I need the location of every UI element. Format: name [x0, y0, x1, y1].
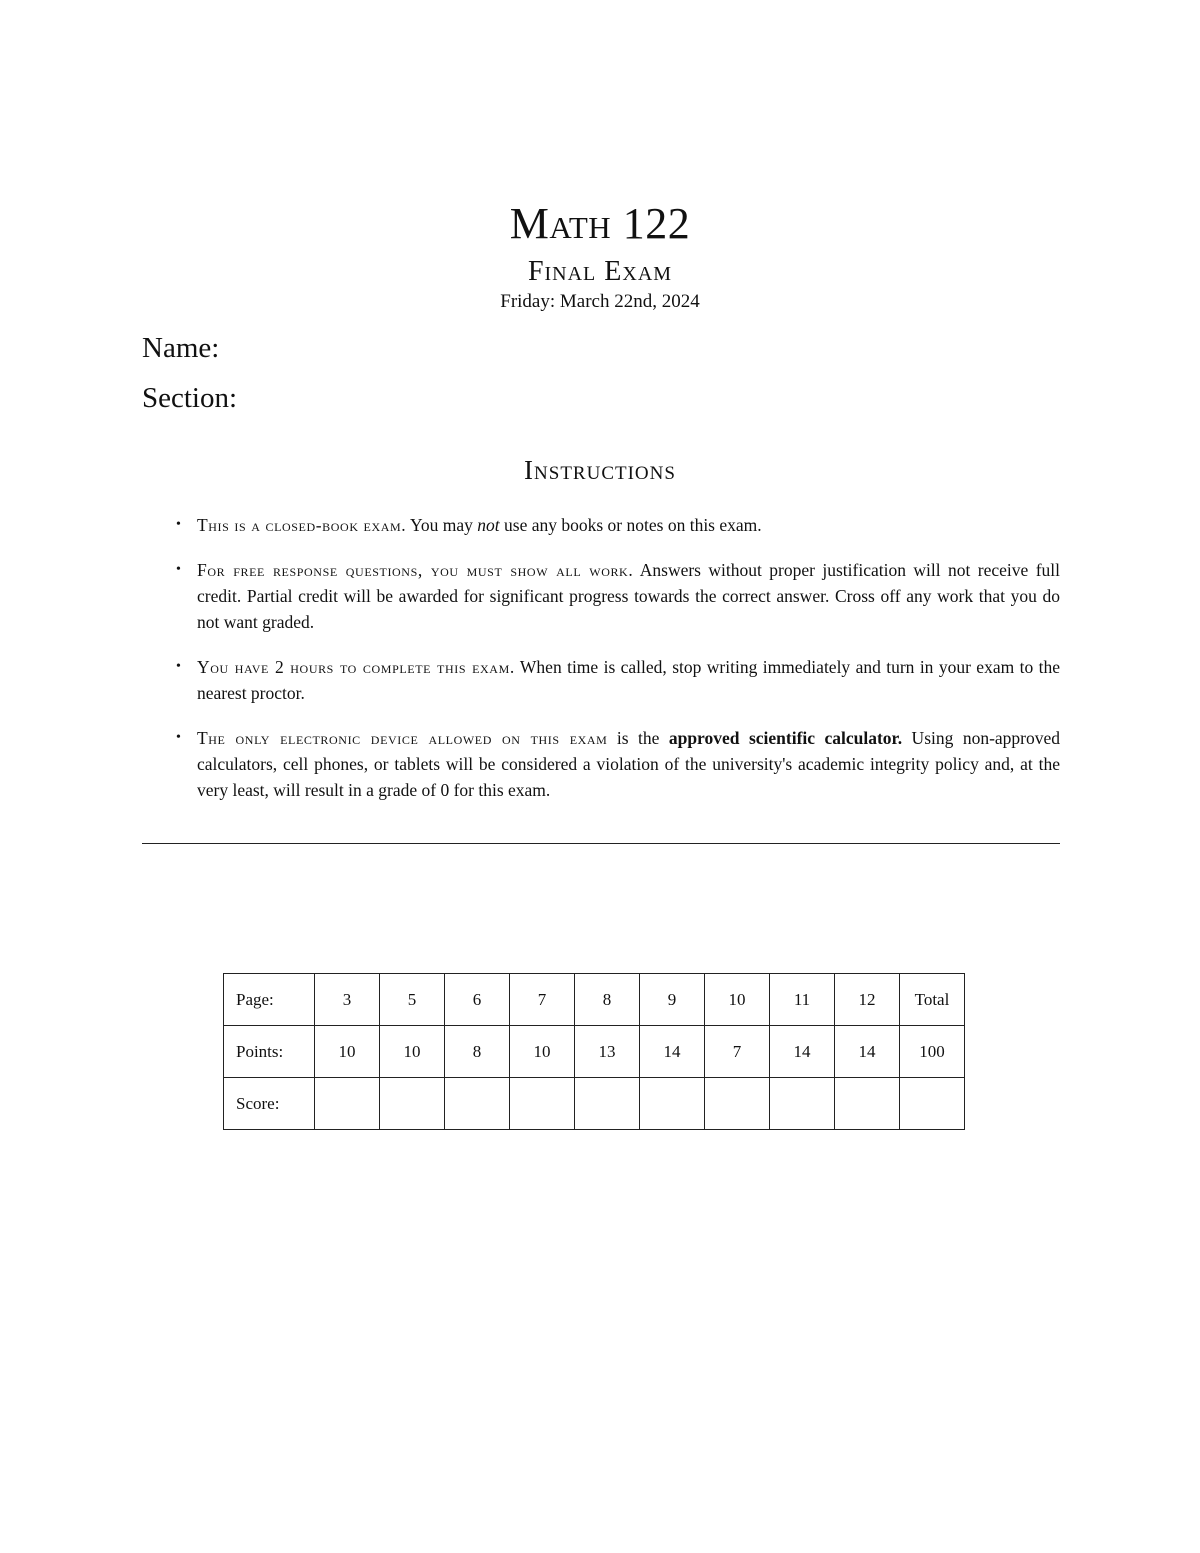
instruction-text: use any books or notes on this exam. [499, 515, 762, 535]
score-cell [835, 1078, 900, 1130]
points-cell: 10 [510, 1026, 575, 1078]
instruction-item [176, 512, 1060, 538]
instruction-item [176, 654, 1060, 706]
horizontal-rule [142, 843, 1060, 844]
page-cell: 5 [380, 974, 445, 1026]
page-cell: 7 [510, 974, 575, 1026]
page-cell: 6 [445, 974, 510, 1026]
bullet-icon: • [176, 730, 181, 745]
page-cell: 10 [705, 974, 770, 1026]
row-label: Score: [224, 1078, 315, 1130]
section-label: Section: [142, 382, 238, 414]
page-cell: 3 [315, 974, 380, 1026]
instruction-lead: For free response questions, you must show all work. [197, 560, 634, 580]
instructions-heading: Instructions [524, 455, 676, 485]
bullet-icon: • [176, 517, 181, 532]
instruction-item [176, 725, 1060, 803]
score-cell [315, 1078, 380, 1130]
score-cell [510, 1078, 575, 1130]
exam-title: Final Exam [527, 256, 673, 287]
instructions-list [176, 512, 1060, 822]
score-cell [705, 1078, 770, 1130]
instruction-lead: You have 2 hours to complete this exam. [197, 657, 515, 677]
points-cell: 10 [380, 1026, 445, 1078]
instruction-text: is the [607, 728, 669, 748]
course-title: Math 122 [509, 199, 691, 248]
bullet-icon: • [176, 562, 181, 577]
bullet-icon: • [176, 659, 181, 674]
page-cell: 8 [575, 974, 640, 1026]
score-cell [575, 1078, 640, 1130]
score-table [223, 973, 965, 1130]
points-cell: 8 [445, 1026, 510, 1078]
score-cell [640, 1078, 705, 1130]
instruction-strong: approved scientific calculator. [668, 728, 903, 748]
instruction-text: Using non-approved calculators, cell phones, or tablets will be considered a violation of the university's academic integrity policy and, at the very least, will result in a grade of 0 for this exam. [197, 728, 1061, 800]
points-cell: 10 [315, 1026, 380, 1078]
points-cell: 14 [770, 1026, 835, 1078]
score-table-row-pages [224, 974, 965, 1026]
score-table-row-scores [224, 1078, 965, 1130]
page-cell-total: Total [900, 974, 965, 1026]
score-table-row-points [224, 1026, 965, 1078]
instruction-text: You may [406, 515, 478, 535]
page-cell: 12 [835, 974, 900, 1026]
instruction-lead: This is a closed-book exam. [197, 515, 407, 535]
score-cell [380, 1078, 445, 1130]
instruction-text: Answers without proper justification will not receive full credit. Partial credit will be awarded for significant progress towards the correct answer. Cross off any work that you do not want graded. [197, 560, 1060, 632]
row-label: Page: [224, 974, 315, 1026]
instruction-item [176, 557, 1060, 635]
instruction-text: When time is called, stop writing immediately and turn in your exam to the nearest proctor. [197, 657, 1060, 703]
instruction-lead: The only electronic device allowed on this exam [197, 728, 608, 748]
points-cell: 13 [575, 1026, 640, 1078]
exam-date: Friday: March 22nd, 2024 [500, 291, 700, 312]
score-cell [445, 1078, 510, 1130]
name-label: Name: [142, 332, 220, 364]
score-cell [770, 1078, 835, 1130]
points-cell: 14 [835, 1026, 900, 1078]
page-cell: 9 [640, 974, 705, 1026]
points-cell-total: 100 [900, 1026, 965, 1078]
row-label: Points: [224, 1026, 315, 1078]
score-cell-total [900, 1078, 965, 1130]
instruction-emphasis: not [477, 515, 500, 535]
points-cell: 7 [705, 1026, 770, 1078]
points-cell: 14 [640, 1026, 705, 1078]
page-cell: 11 [770, 974, 835, 1026]
